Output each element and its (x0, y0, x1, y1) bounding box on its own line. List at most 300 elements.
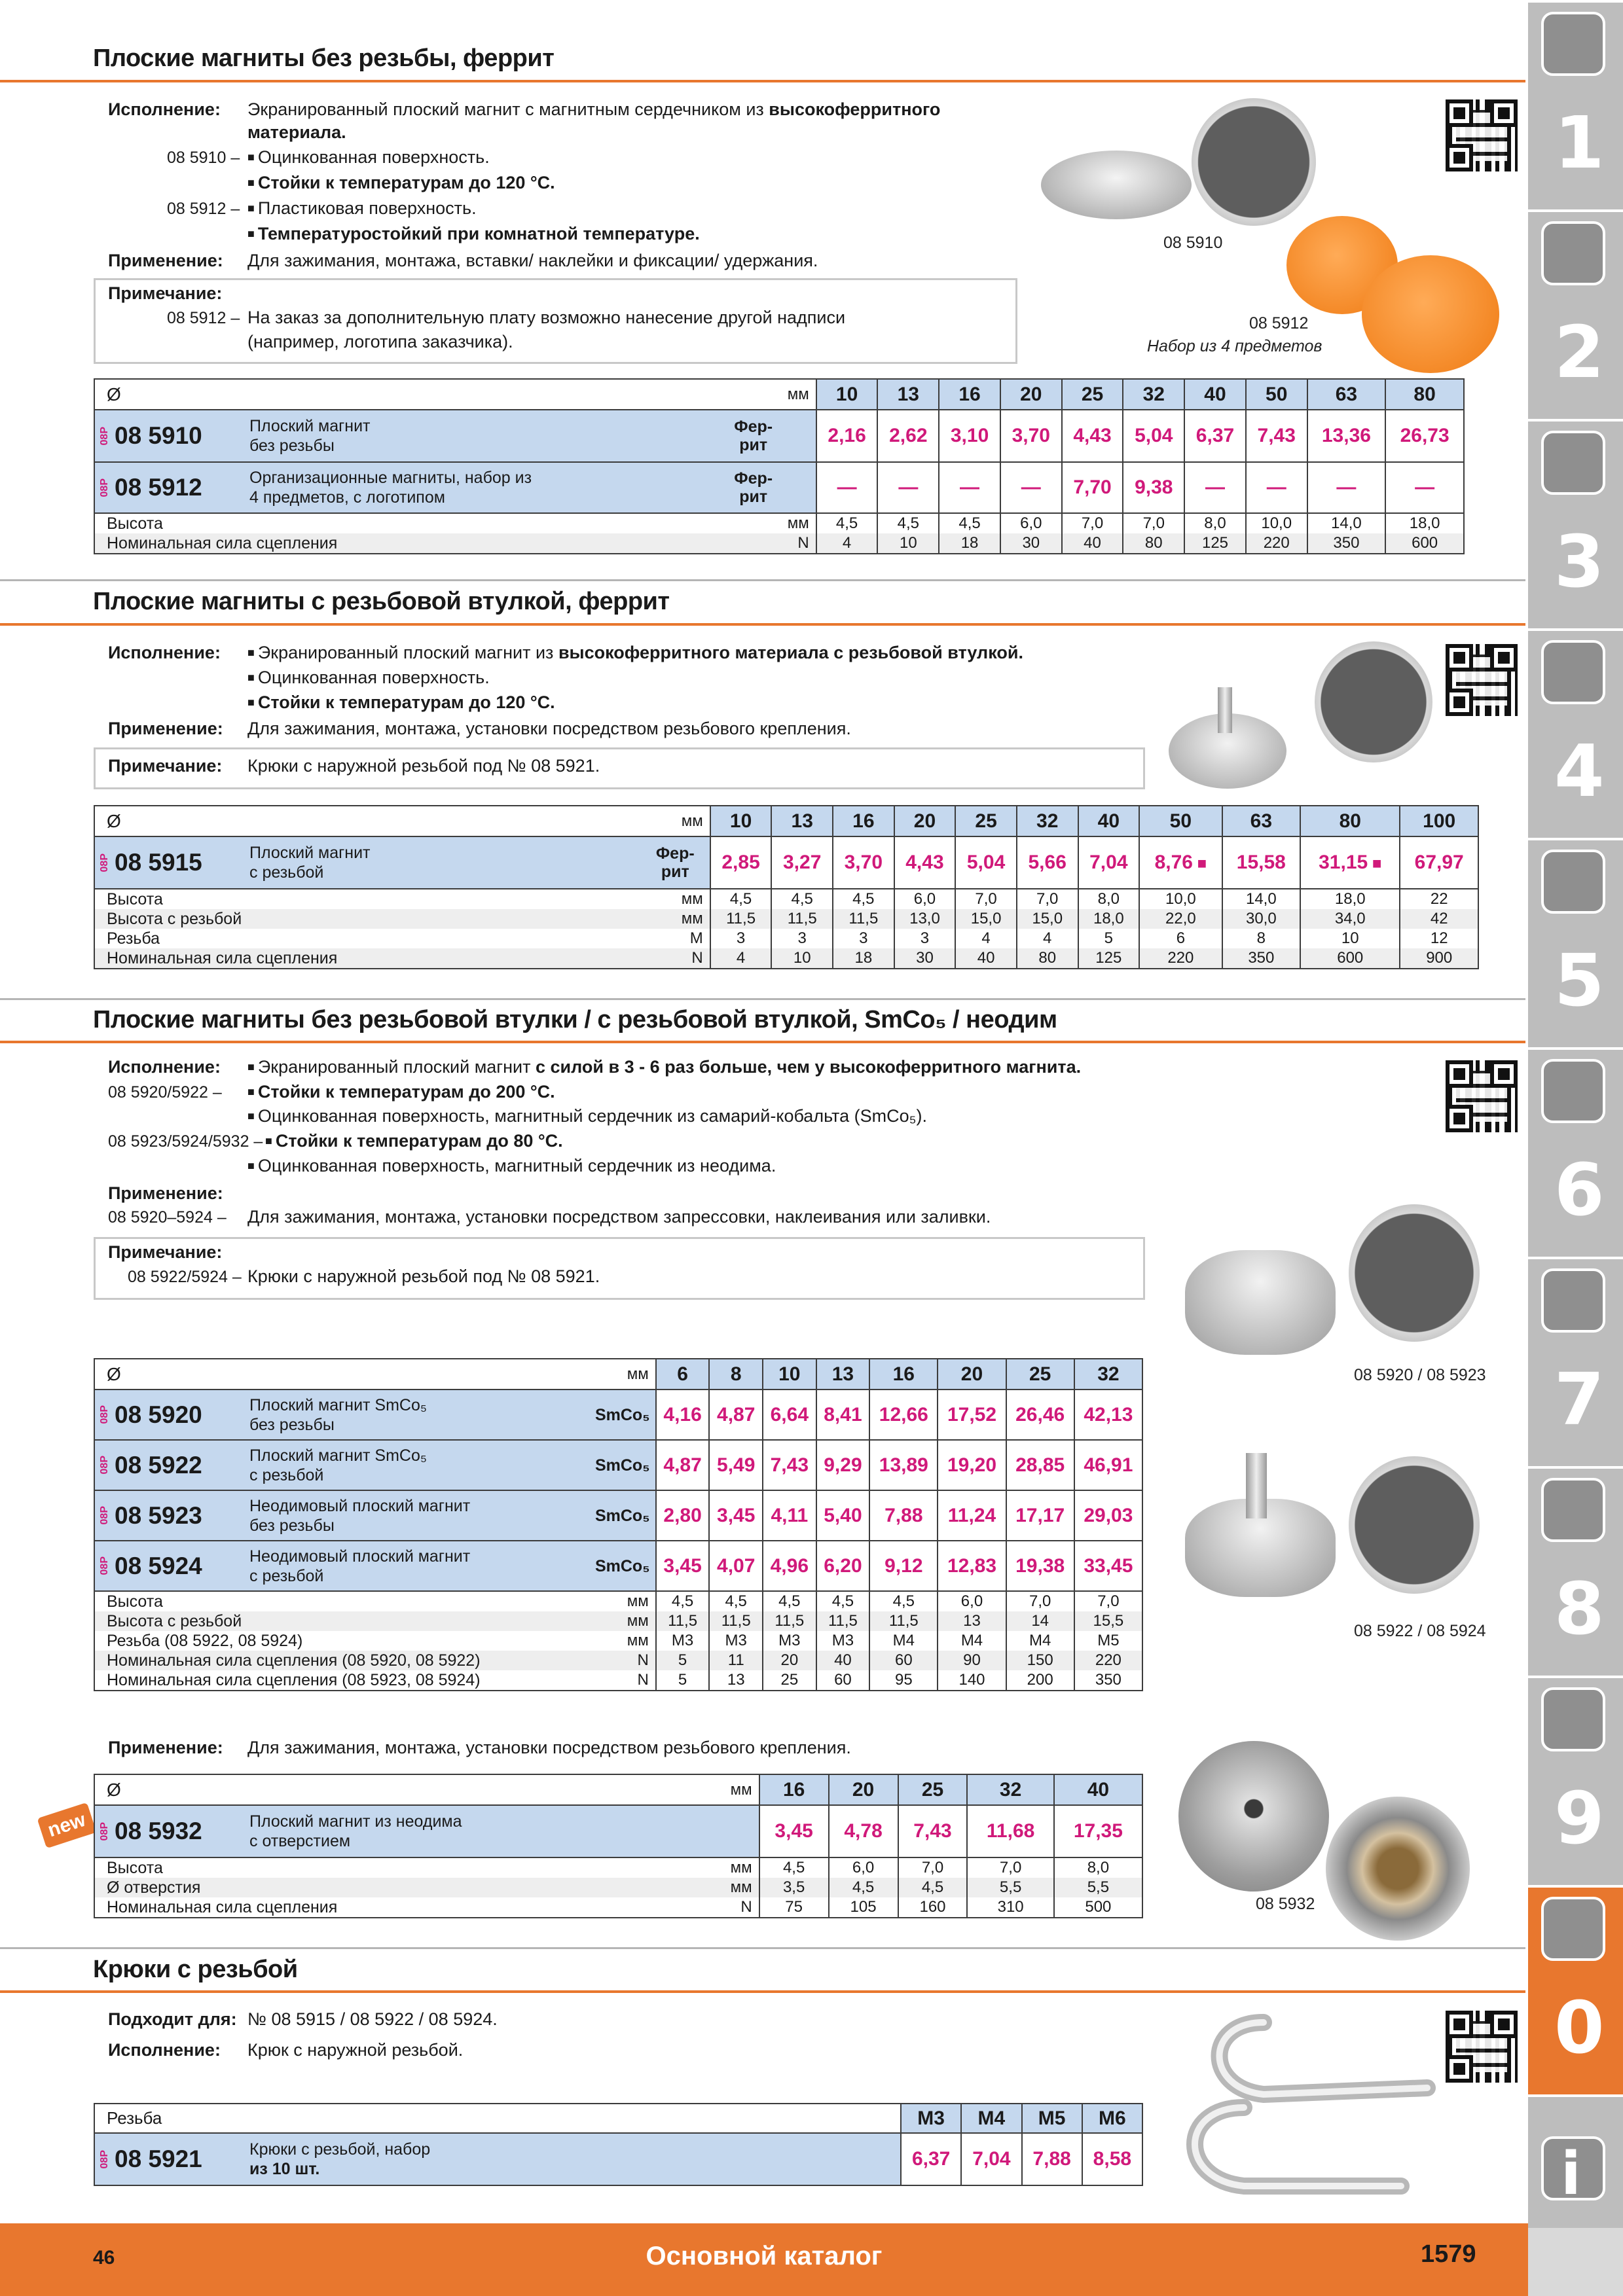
bullet-item: ■ Экранированный плоский магнит из высокоферритного материала с резьбовой втулкой. (247, 643, 1023, 663)
price-cell: 3,45 (709, 1490, 763, 1541)
table-row (94, 1390, 1142, 1440)
caliper-icon (1541, 640, 1605, 704)
spec-value: 4,5 (829, 1878, 898, 1897)
price-cell: 11,24 (938, 1490, 1006, 1541)
size-header: 50 (1246, 379, 1307, 410)
thread-stud-image (1218, 687, 1232, 733)
exec-label: Исполнение: (108, 2040, 221, 2060)
spec-name: Высота (94, 889, 641, 909)
article-number[interactable]: 08P 08 5921 (94, 2133, 243, 2185)
size-header: 20 (829, 1774, 898, 1805)
spec-row (94, 909, 1478, 929)
spec-unit: мм (691, 513, 816, 533)
price-cell: 11,68 (967, 1805, 1053, 1857)
spec-value: 10 (771, 948, 833, 969)
price-cell: 3,10 (939, 410, 1000, 462)
price-cell: — (1385, 462, 1464, 513)
article-number[interactable]: 08P 08 5924 (94, 1541, 243, 1591)
image-caption: 08 5932 (1256, 1895, 1315, 1913)
price-cell: — (1246, 462, 1307, 513)
spec-value: 13,0 (894, 909, 956, 929)
spec-row (94, 1670, 1142, 1691)
price-cell: 5,49 (709, 1440, 763, 1490)
saw-blade-icon (1541, 850, 1605, 914)
code-label: 08 5910 – (167, 149, 240, 167)
spec-value: 8,0 (1184, 513, 1246, 533)
magnet-face-image (1349, 1204, 1480, 1342)
spec-value: 7,0 (1017, 889, 1078, 909)
spec-name: Номинальная сила сцепления (08 5923, 08 5924) (94, 1670, 590, 1691)
material: Фер- рит (641, 836, 710, 889)
bullet-item: ■ Стойки к температурам до 120 °C. (247, 173, 555, 193)
price-cell: 7,43 (898, 1805, 968, 1857)
spec-name: Номинальная сила сцепления (94, 1897, 693, 1918)
article-number[interactable]: 08P 08 5932 (94, 1805, 243, 1857)
price-table-085910 (94, 378, 1465, 554)
article-number[interactable]: 08P 08 5912 (94, 462, 243, 513)
spec-row (94, 889, 1478, 909)
spec-value: 20 (763, 1651, 816, 1670)
application-label: Применение: (108, 251, 223, 270)
spec-value: 5 (656, 1651, 710, 1670)
price-cell: 17,52 (938, 1390, 1006, 1440)
spec-value: 30 (1000, 533, 1062, 554)
size-header: 40 (1054, 1774, 1142, 1805)
note-label: Примечание: (108, 1242, 223, 1262)
table-row (94, 410, 1464, 462)
price-cell: — (877, 462, 939, 513)
spec-name: Высота с резьбой (94, 909, 641, 929)
price-cell: 4,11 (763, 1490, 816, 1541)
spec-value: 18,0 (1300, 889, 1400, 909)
spec-value: 13 (938, 1611, 1006, 1631)
article-number[interactable]: 08P 08 5920 (94, 1390, 243, 1440)
bullet-item: ■ Оцинкованная поверхность, магнитный сердечник из самарий-кобальта (SmCo₅). (247, 1106, 927, 1126)
qr-code[interactable] (1446, 644, 1518, 716)
size-header: 13 (816, 1359, 870, 1390)
size-header: 16 (939, 379, 1000, 410)
size-header: 40 (1078, 806, 1140, 836)
price-table-085921 (94, 2103, 1143, 2186)
section-rule (0, 1990, 1525, 1993)
spec-value: 600 (1385, 533, 1464, 554)
spec-value: 15,0 (1017, 909, 1078, 929)
spec-row (94, 948, 1478, 969)
spec-value: 4,5 (771, 889, 833, 909)
article-number[interactable]: 08P 08 5915 (94, 836, 243, 889)
magnet-image-085932 (1178, 1741, 1329, 1892)
price-cell: 2,80 (656, 1490, 710, 1541)
table-row (94, 836, 1478, 889)
spec-value: 3,5 (759, 1878, 829, 1897)
table-row (94, 1805, 1142, 1857)
spec-value: 350 (1074, 1670, 1142, 1691)
spec-value: 4,5 (833, 889, 894, 909)
size-header: 16 (869, 1359, 938, 1390)
spec-value: 4,5 (816, 1591, 870, 1611)
spec-value: 6,0 (1000, 513, 1062, 533)
size-header: 25 (1006, 1359, 1074, 1390)
size-header: 80 (1385, 379, 1464, 410)
spec-unit: M (641, 929, 710, 948)
spec-value: 150 (1006, 1651, 1074, 1670)
spec-value: 350 (1307, 533, 1386, 554)
tab-chapter-8[interactable]: 8 (1528, 1466, 1623, 1677)
table-row (94, 1440, 1142, 1490)
price-cell: 3,27 (771, 836, 833, 889)
pliers-icon (1541, 1268, 1605, 1333)
spec-value: 4 (1017, 929, 1078, 948)
price-cell: — (816, 462, 878, 513)
exec-text: Экранированный плоский магнит с магнитным сердечником из высокоферритного (247, 99, 941, 119)
spec-value: 4,5 (877, 513, 939, 533)
material: SmCo₅ (590, 1490, 656, 1541)
spec-value: 22 (1400, 889, 1478, 909)
price-cell: 7,70 (1062, 462, 1123, 513)
price-cell: 8,76 ■ (1139, 836, 1222, 889)
spec-value: 5,5 (967, 1878, 1053, 1897)
spec-value: 30,0 (1222, 909, 1301, 929)
size-header: 100 (1400, 806, 1478, 836)
price-cell: 4,96 (763, 1541, 816, 1591)
note-text: Крюки с наружной резьбой под № 08 5921. (247, 756, 600, 776)
spec-value: 18 (939, 533, 1000, 554)
tool-holder-icon (1541, 431, 1605, 495)
price-table-085932 (94, 1774, 1143, 1918)
price-cell: 4,43 (894, 836, 956, 889)
size-header: 25 (898, 1774, 968, 1805)
spec-value: 6,0 (829, 1857, 898, 1878)
spec-unit: N (641, 948, 710, 969)
safety-goggles-icon (1541, 1897, 1605, 1961)
spec-value: 900 (1400, 948, 1478, 969)
spec-value: 4,5 (710, 889, 772, 909)
spec-unit: мм (590, 1591, 656, 1611)
tab-chapter-0[interactable]: 0 (1528, 1885, 1623, 2096)
tab-chapter-7[interactable]: 7 (1528, 1257, 1623, 1467)
spec-value: 15,0 (955, 909, 1017, 929)
spec-value: 18,0 (1385, 513, 1464, 533)
spec-row (94, 1857, 1142, 1878)
diameter-header: Ø (94, 806, 641, 836)
spec-value: 10 (877, 533, 939, 554)
section-divider (0, 579, 1525, 581)
image-caption: Набор из 4 предметов (1147, 337, 1322, 355)
spec-value: 10,0 (1246, 513, 1307, 533)
size-header: 6 (656, 1359, 710, 1390)
bullet-item: ■ Экранированный плоский магнит с силой в 3 - 6 раз больше, чем у высокоферритного магнита. (247, 1057, 1081, 1077)
price-cell: 19,38 (1006, 1541, 1074, 1591)
price-cell: — (1307, 462, 1386, 513)
price-cell: 5,66 (1017, 836, 1078, 889)
price-cell: 17,35 (1054, 1805, 1142, 1857)
spec-value: 90 (938, 1651, 1006, 1670)
spec-value: 4,5 (898, 1878, 968, 1897)
spec-value: 220 (1139, 948, 1222, 969)
price-cell: 29,03 (1074, 1490, 1142, 1541)
product-description: Неодимовый плоский магнит без резьбы (243, 1490, 590, 1541)
magnet-image-085910 (1041, 151, 1192, 219)
spec-value: 4,5 (709, 1591, 763, 1611)
price-cell: 8,41 (816, 1390, 870, 1440)
magnet-image-085932-back (1326, 1797, 1470, 1941)
article-number[interactable]: 08P 08 5922 (94, 1440, 243, 1490)
price-cell: 67,97 (1400, 836, 1478, 889)
spec-value: 140 (938, 1670, 1006, 1691)
price-cell: 46,91 (1074, 1440, 1142, 1490)
price-cell: 3,70 (833, 836, 894, 889)
price-cell: 8,58 (1082, 2133, 1142, 2185)
tab-chapter-3[interactable]: 3 (1528, 419, 1623, 630)
spec-value: 11 (709, 1651, 763, 1670)
price-cell: 6,37 (901, 2133, 961, 2185)
material: SmCo₅ (590, 1440, 656, 1490)
spec-unit: мм (590, 1611, 656, 1631)
size-header: M6 (1082, 2104, 1142, 2133)
code-label: 08 5922/5924 – (128, 1268, 242, 1286)
spec-value: M3 (763, 1631, 816, 1651)
spec-name: Номинальная сила сцепления (94, 533, 691, 554)
drill-icon (1541, 12, 1605, 76)
price-cell: 5,04 (1123, 410, 1184, 462)
spec-name: Высота (94, 1857, 693, 1878)
section-title-hooks: Крюки с резьбой (93, 1956, 298, 1983)
spec-value: 14 (1006, 1611, 1074, 1631)
article-number[interactable]: 08P 08 5923 (94, 1490, 243, 1541)
spec-value: 600 (1300, 948, 1400, 969)
image-caption: 08 5912 (1249, 314, 1309, 332)
tab-info[interactable]: i (1528, 2094, 1623, 2228)
spec-value: 34,0 (1300, 909, 1400, 929)
tab-chapter-5[interactable]: 5 (1528, 838, 1623, 1049)
size-header: 40 (1184, 379, 1246, 410)
note-text: Крюки с наружной резьбой под № 08 5921. (247, 1266, 600, 1286)
price-cell: 4,87 (709, 1390, 763, 1440)
price-cell: 7,04 (1078, 836, 1140, 889)
spec-value: 42 (1400, 909, 1478, 929)
qr-code[interactable] (1446, 2011, 1518, 2083)
note-text: (например, логотипа заказчика). (247, 332, 513, 351)
spec-row (94, 1651, 1142, 1670)
price-cell: 28,85 (1006, 1440, 1074, 1490)
spec-row (94, 1878, 1142, 1897)
spec-value: 40 (816, 1651, 870, 1670)
spec-value: 6 (1139, 929, 1222, 948)
price-table-smco (94, 1358, 1143, 1691)
product-description: Плоский магнит без резьбы (243, 410, 691, 462)
spec-value: 22,0 (1139, 909, 1222, 929)
price-cell: 7,43 (763, 1440, 816, 1490)
spec-value: 60 (816, 1670, 870, 1691)
exec-label: Исполнение: (108, 643, 221, 662)
spec-unit: N (590, 1651, 656, 1670)
spec-name: Высота (94, 513, 691, 533)
spec-value: 4,5 (759, 1857, 829, 1878)
price-cell: 2,62 (877, 410, 939, 462)
price-cell: 3,45 (656, 1541, 710, 1591)
spec-value: 7,0 (1074, 1591, 1142, 1611)
spec-value: 4,5 (869, 1591, 938, 1611)
code-label: 08 5912 – (167, 309, 240, 327)
spec-value: 4,5 (939, 513, 1000, 533)
spec-value: 6,0 (894, 889, 956, 909)
price-cell: 4,16 (656, 1390, 710, 1440)
size-header: 32 (967, 1774, 1053, 1805)
price-cell: 33,45 (1074, 1541, 1142, 1591)
section-title-threaded-ferrite: Плоские магниты с резьбовой втулкой, феррит (93, 588, 670, 615)
spec-value: 5 (656, 1670, 710, 1691)
spec-value: 3 (771, 929, 833, 948)
section-rule (0, 1041, 1525, 1043)
spec-value: 500 (1054, 1897, 1142, 1918)
spec-value: 4 (816, 533, 878, 554)
price-cell: 2,16 (816, 410, 878, 462)
spec-value: 40 (1062, 533, 1123, 554)
footer-bar (0, 2223, 1528, 2296)
price-cell: 6,64 (763, 1390, 816, 1440)
spec-value: 14,0 (1307, 513, 1386, 533)
cutting-insert-icon (1541, 221, 1605, 285)
spec-value: 4,5 (816, 513, 878, 533)
application-label: Применение: (108, 1738, 223, 1757)
cabinet-icon (1541, 1687, 1605, 1751)
size-header: 63 (1222, 806, 1301, 836)
qr-code[interactable] (1446, 99, 1518, 171)
price-cell: 7,43 (1246, 410, 1307, 462)
tab-chapter-6[interactable]: 6 (1528, 1047, 1623, 1258)
bullet-item: ■ Стойки к температурам до 120 °C. (247, 692, 555, 713)
size-header: M5 (1022, 2104, 1082, 2133)
price-cell: 4,43 (1062, 410, 1123, 462)
price-cell: 9,38 (1123, 462, 1184, 513)
bullet-item: ■ Пластиковая поверхность. (247, 198, 477, 219)
table-row (94, 2133, 1142, 2185)
size-header: 13 (877, 379, 939, 410)
code-label: 08 5920/5922 – (108, 1083, 222, 1102)
application-text: Для зажимания, монтажа, установки посредством запрессовки, наклеивания или заливки. (247, 1207, 991, 1227)
spec-value: 3 (833, 929, 894, 948)
spec-value: 8,0 (1054, 1857, 1142, 1878)
application-label: Применение: (108, 719, 223, 738)
spec-value: 11,5 (816, 1611, 870, 1631)
price-cell: 4,87 (656, 1440, 710, 1490)
price-cell: 3,45 (759, 1805, 829, 1857)
spec-value: M3 (656, 1631, 710, 1651)
code-label: 08 5920–5924 – (108, 1208, 227, 1227)
spec-value: 3 (710, 929, 772, 948)
spec-value: 10,0 (1139, 889, 1222, 909)
material: Фер- рит (691, 462, 816, 513)
price-cell: 2,85 (710, 836, 772, 889)
spec-value: 220 (1074, 1651, 1142, 1670)
note-label: Примечание: (108, 283, 223, 303)
spec-value: 160 (898, 1897, 968, 1918)
size-header: 13 (771, 806, 833, 836)
note-text: На заказ за дополнительную плату возможно нанесение другой надписи (247, 308, 846, 327)
code-label: 08 5912 – (167, 200, 240, 218)
section-divider (0, 1947, 1525, 1949)
spec-value: 11,5 (710, 909, 772, 929)
spec-value: 15,5 (1074, 1611, 1142, 1631)
spec-value: 60 (869, 1651, 938, 1670)
spec-name: Резьба (94, 929, 641, 948)
size-header: 20 (1000, 379, 1062, 410)
spec-value: 14,0 (1222, 889, 1301, 909)
qr-code[interactable] (1446, 1060, 1518, 1132)
size-header: 32 (1017, 806, 1078, 836)
table-row (94, 1541, 1142, 1591)
spec-unit: N (590, 1670, 656, 1691)
size-header: 16 (759, 1774, 829, 1805)
spec-value: 12 (1400, 929, 1478, 948)
size-header: 50 (1139, 806, 1222, 836)
tab-chapter-4[interactable]: 4 (1528, 628, 1623, 839)
spec-value: 95 (869, 1670, 938, 1691)
wrench-icon (1541, 1059, 1605, 1123)
spec-value: M4 (869, 1631, 938, 1651)
tab-chapter-9[interactable]: 9 (1528, 1676, 1623, 1886)
price-table-085915 (94, 805, 1479, 969)
spec-name: Высота (94, 1591, 590, 1611)
spec-row (94, 1591, 1142, 1611)
unit-header: мм (641, 806, 710, 836)
bullet-item: ■ Стойки к температурам до 200 °C. (247, 1082, 555, 1102)
spec-value: 11,5 (833, 909, 894, 929)
tab-chapter-1[interactable]: 1 (1528, 0, 1623, 211)
spec-value: 125 (1184, 533, 1246, 554)
price-cell: 13,89 (869, 1440, 938, 1490)
price-cell: 6,37 (1184, 410, 1246, 462)
spec-row (94, 513, 1464, 533)
size-header: 25 (1062, 379, 1123, 410)
price-cell: — (1184, 462, 1246, 513)
image-caption: 08 5910 (1163, 234, 1223, 252)
section-title-flat-magnets-ferrite: Плоские магниты без резьбы, феррит (93, 45, 555, 72)
spec-value: 6,0 (938, 1591, 1006, 1611)
price-cell: 9,29 (816, 1440, 870, 1490)
price-cell: 31,15 ■ (1300, 836, 1400, 889)
size-header: 80 (1300, 806, 1400, 836)
spec-name: Резьба (08 5922, 08 5924) (94, 1631, 590, 1651)
spec-name: Ø отверстия (94, 1878, 693, 1897)
article-number[interactable]: 08P 08 5910 (94, 410, 243, 462)
spec-name: Номинальная сила сцепления (94, 948, 641, 969)
table-row (94, 462, 1464, 513)
spec-value: 30 (894, 948, 956, 969)
orange-magnet-image (1362, 255, 1499, 373)
spec-value: 80 (1017, 948, 1078, 969)
application-text: Для зажимания, монтажа, установки посредством резьбового крепления. (247, 1738, 851, 1757)
tab-chapter-2[interactable]: 2 (1528, 209, 1623, 420)
fits-label: Подходит для: (108, 2009, 237, 2029)
spec-value: 40 (955, 948, 1017, 969)
magnet-image-085920 (1185, 1250, 1336, 1355)
product-description: Плоский магнит SmCo₅ без резьбы (243, 1390, 590, 1440)
image-caption: 08 5922 / 08 5924 (1354, 1622, 1486, 1640)
spec-value: 11,5 (771, 909, 833, 929)
thread-header: Резьба (94, 2104, 901, 2133)
diameter-header: Ø (94, 379, 691, 410)
product-description: Крюки с резьбой, набор из 10 шт. (243, 2133, 901, 2185)
price-cell: 42,13 (1074, 1390, 1142, 1440)
magnet-face-image (1349, 1456, 1480, 1594)
spec-row (94, 1611, 1142, 1631)
application-text: Для зажимания, монтажа, установки посредством резьбового крепления. (247, 719, 851, 738)
section-rule (0, 80, 1525, 82)
price-cell: 4,07 (709, 1541, 763, 1591)
spec-value: M4 (938, 1631, 1006, 1651)
spec-value: M4 (1006, 1631, 1074, 1651)
